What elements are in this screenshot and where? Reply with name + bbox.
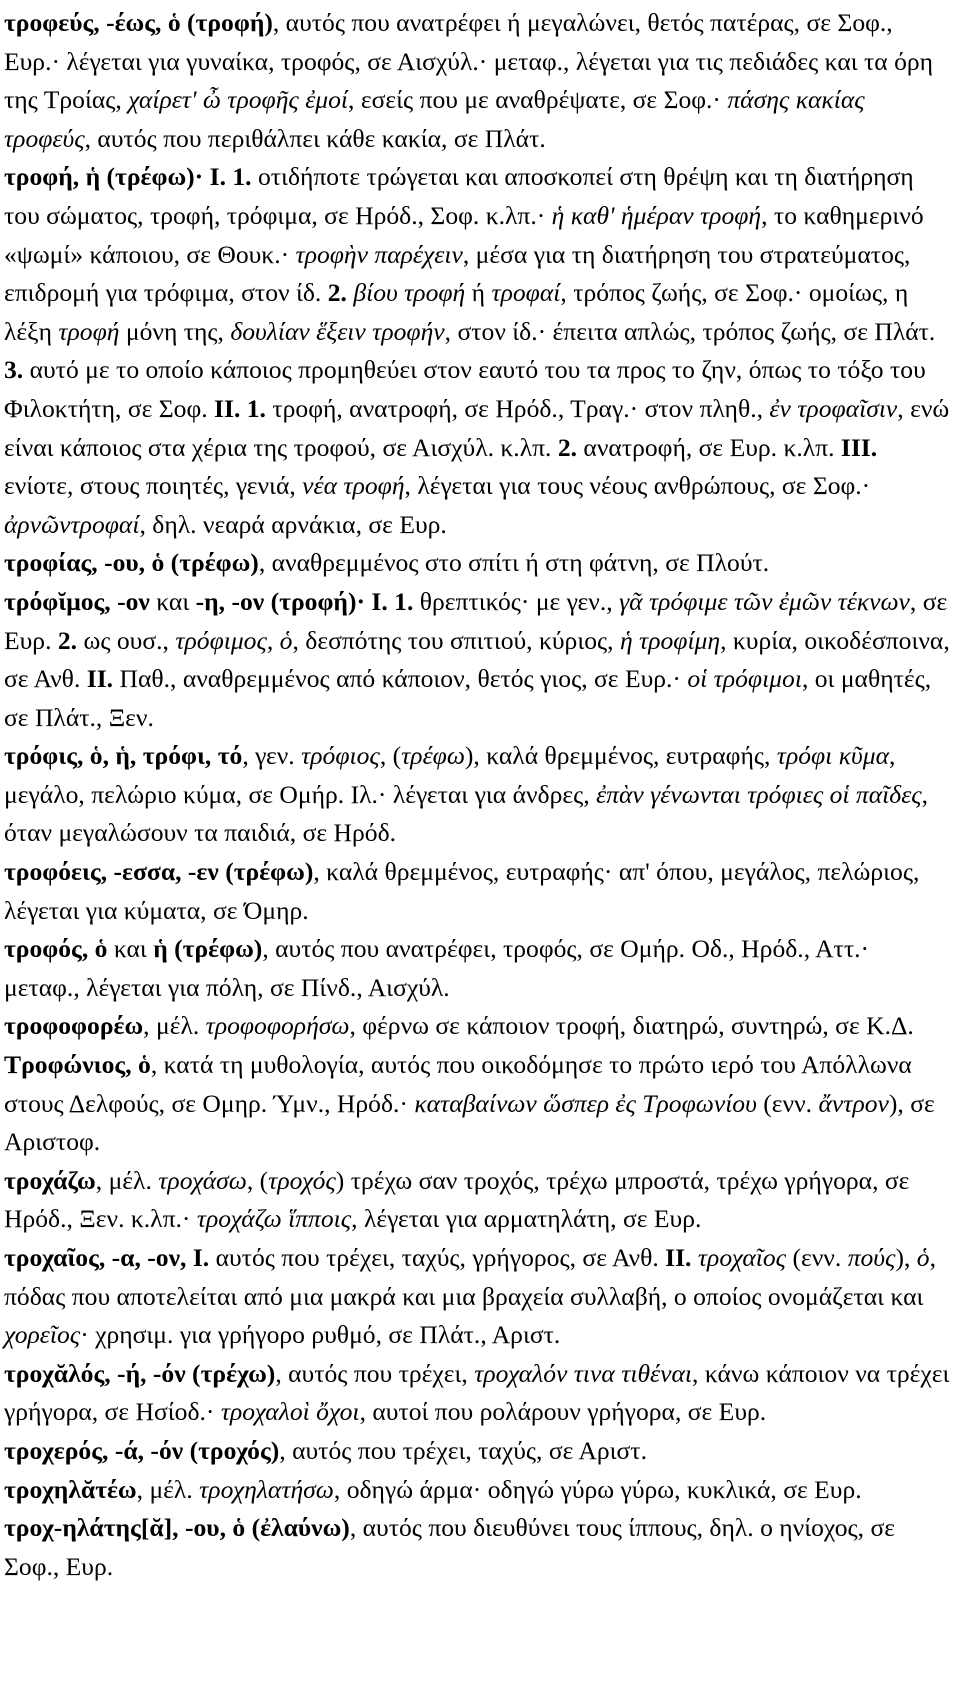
dictionary-entry	[4, 583, 950, 737]
definition-text: ως ουσ.,	[77, 625, 176, 655]
definition-text: , μεγάλο, πελώριο κύμα, σε Ομήρ. Ιλ.· λέγεται για άνδρες,	[4, 741, 896, 809]
definition-text: μόνη της,	[119, 316, 231, 346]
entry-list	[4, 4, 950, 1586]
dictionary-entry	[4, 544, 950, 583]
definition-text: , καλά θρεμμένος, ευτραφής· απ' όπου, μεγάλος, πελώριος, λέγεται για κύματα, σε Όμηρ.	[4, 857, 920, 925]
definition-text: , (	[379, 741, 402, 771]
greek-quotation: τροφή	[58, 316, 120, 346]
definition-text: , μέλ.	[136, 1474, 200, 1504]
headword: τροφεύς, -έως, ὁ (τροφή)	[4, 8, 273, 37]
definition-text: Παθ., αναθρεμμένος από κάποιον, θετός γιος, σε Ευρ.·	[113, 664, 688, 694]
headword: τρόφῐμος, -ον	[4, 586, 150, 616]
definition-text: , κατά τη μυθολογία, αυτός που οικοδόμησε το πρώτο ιερό του Απόλλωνα στους Δελφούς, σε Ομηρ. Ύμν., Ηρόδ.·	[4, 1050, 912, 1118]
greek-quotation: ὁ	[916, 1243, 930, 1272]
greek-quotation: οἱ τρόφιμοι	[687, 664, 802, 694]
bold-marker: II. 1.	[214, 393, 266, 423]
greek-quotation: τρόφιμος, ὁ	[175, 625, 293, 655]
definition-text: , αυτός που τρέχει, ταχύς, σε Αριστ.	[279, 1435, 647, 1465]
headword: τροχερός, -ά, -όν (τροχός)	[4, 1435, 280, 1465]
dictionary-entry	[4, 1355, 950, 1432]
definition-text: , αυτός που ανατρέφει, τροφός, σε Ομήρ. Οδ., Ηρόδ., Αττ.· μεταφ., λέγεται για πόλη, σε Πίνδ., Αισχύλ.	[4, 934, 870, 1002]
definition-text: αυτός που τρέχει, ταχύς, γρήγορος, σε Ανθ.	[209, 1243, 666, 1272]
headword: τροχ-ηλάτης[ᾰ], -ου, ὁ (ἐλαύνω)	[4, 1513, 350, 1543]
definition-text: , δεσπότης του σπιτιού, κύριος,	[292, 625, 620, 655]
definition-text: , κυρία, οικοδέσποινα, σε Ανθ.	[4, 625, 950, 694]
definition-text: και	[149, 586, 196, 616]
definition-text: ),	[895, 1243, 917, 1272]
bold-marker: ἡ (τρέφω)	[153, 934, 263, 964]
greek-quotation: ἀρνῶντροφαί	[4, 509, 140, 539]
greek-quotation: ἐν τροφαῖσιν	[769, 393, 898, 423]
definition-text: , οι μαθητές, σε Πλάτ., Ξεν.	[4, 664, 932, 732]
definition-text: , εσείς που με αναθρέψατε, σε Σοφ.·	[348, 85, 728, 115]
bold-marker: II.	[86, 664, 114, 694]
dictionary-entry	[4, 1162, 950, 1239]
greek-quotation: δουλίαν ἕξειν τροφήν	[230, 316, 445, 346]
bold-marker: -η, -ον (τροφή)· I. 1.	[195, 586, 414, 616]
headword: τροφίας, -ου, ὁ (τρέφω)	[4, 548, 259, 578]
greek-quotation: ἡ τροφίμη	[619, 625, 721, 655]
bold-marker: II.	[665, 1243, 692, 1272]
definition-text: , αυτός που διευθύνει τους ίππους, δηλ. ο ηνίοχος, σε Σοφ., Ευρ.	[4, 1513, 895, 1581]
headword: τρόφις, ὁ, ἡ, τρόφι, τό	[4, 741, 243, 771]
definition-text: τροφή, ανατροφή, σε Ηρόδ., Τραγ.· στον πληθ.,	[265, 393, 770, 423]
dictionary-entry	[4, 1046, 950, 1162]
definition-text: , αυτός που περιθάλπει κάθε κακία, σε Πλάτ.	[84, 123, 546, 153]
dictionary-entry	[4, 1471, 950, 1510]
definition-text: οτιδήποτε τρώγεται και αποσκοπεί στη θρέψη και τη διατήρηση του σώματος, τροφή, τρόφιμα, σε Ηρόδ., Σοφ. κ.λπ.·	[4, 162, 914, 230]
bold-marker: 2.	[57, 625, 78, 655]
dictionary-entry	[4, 4, 950, 158]
dictionary-entry	[4, 737, 950, 853]
definition-text: (ενν.	[756, 1088, 819, 1118]
headword: τροφή, ἡ (τρέφω)· I. 1.	[4, 162, 252, 192]
definition-text: ), σε Αριστοφ.	[4, 1088, 935, 1157]
definition-text: , το καθημερινό «ψωμί» κάποιου, σε Θουκ.·	[4, 200, 924, 269]
definition-text: , φέρνω σε κάποιον τροφή, διατηρώ, συντηρώ, σε Κ.Δ.	[349, 1011, 914, 1041]
bold-marker: 2.	[327, 278, 347, 308]
definition-text: · χρησιμ. για γρήγορο ρυθμό, σε Πλάτ., Αριστ.	[80, 1320, 561, 1350]
headword: τροφόεις, -εσσα, -εν (τρέφω)	[4, 857, 314, 887]
greek-quotation: χαίρετ' ὦ τροφῆς ἐμοί	[128, 85, 349, 115]
greek-quotation: τροχαλόν τινα τιθέναι	[474, 1358, 693, 1388]
definition-text: ή	[465, 278, 492, 308]
definition-text: , δηλ. νεαρά αρνάκια, σε Ευρ.	[139, 509, 447, 539]
greek-quotation: βίου τροφή	[353, 278, 466, 308]
greek-quotation: τρόφιος	[301, 741, 380, 771]
definition-text: ) τρέχω σαν τροχός, τρέχω μπροστά, τρέχω γρήγορα, σε Ηρόδ., Ξεν. κ.λπ.·	[4, 1165, 910, 1234]
bold-marker: 3.	[4, 355, 24, 385]
greek-quotation: τροφὴν παρέχειν	[295, 239, 463, 269]
greek-quotation: τροχαῖος	[697, 1243, 787, 1272]
bold-marker: 2.	[557, 432, 578, 462]
greek-quotation: τροχάζω ἵπποις	[196, 1204, 352, 1234]
headword: τροχαῖος, -α, -ον, I.	[4, 1243, 210, 1272]
greek-quotation: πάσης κακίας τροφεύς	[4, 85, 865, 153]
greek-quotation: τρόφι κῦμα	[776, 741, 890, 771]
definition-text: αυτό με το οποίο κάποιος προμηθεύει στον εαυτό του τα προς το ζην, όπως το τόξο του Φιλοκτήτη, σε Σοφ.	[4, 355, 926, 423]
greek-quotation: τροφαί	[491, 278, 561, 308]
definition-text: , μέλ.	[143, 1011, 206, 1041]
greek-quotation: ἄντρον	[818, 1088, 889, 1118]
definition-text: , γεν.	[242, 741, 302, 771]
definition-text: , όταν μεγαλώσουν τα παιδιά, σε Ηρόδ.	[4, 779, 929, 848]
greek-quotation: τροχηλατήσω	[199, 1474, 334, 1504]
definition-text: (ενν.	[786, 1243, 848, 1272]
definition-text: , λέγεται για αρματηλάτη, σε Ευρ.	[351, 1204, 702, 1234]
definition-text: ), καλά θρεμμένος, ευτραφής,	[464, 741, 777, 771]
definition-text: , τρόπος ζωής, σε Σοφ.· ομοίως, η λέξη	[4, 278, 909, 346]
greek-quotation: γᾶ τρόφιμε τῶν ἐμῶν τέκνων	[619, 586, 910, 616]
definition-text: , αναθρεμμένος στο σπίτι ή στη φάτνη, σε Πλούτ.	[258, 548, 770, 578]
headword: Τροφώνιος, ὁ	[4, 1050, 151, 1080]
headword: τροχᾰλός, -ή, -όν (τρέχω)	[4, 1358, 276, 1388]
dictionary-entry	[4, 930, 950, 1007]
definition-text: , μέλ.	[95, 1165, 159, 1195]
greek-quotation: τροφοφορήσω	[205, 1011, 350, 1041]
greek-quotation: τροχάσω	[158, 1165, 247, 1195]
definition-text: , πόδας που αποτελείται από μια μακρά και μια βραχεία συλλαβή, ο οποίος ονομάζεται και	[4, 1243, 936, 1311]
headword: τροχάζω	[4, 1165, 96, 1195]
greek-quotation: καταβαίνων ὥσπερ ἐς Τροφωνίου	[414, 1088, 757, 1118]
definition-text: ενίοτε, στους ποιητές, γενιά,	[4, 471, 303, 501]
definition-text: , αυτός που ανατρέφει ή μεγαλώνει, θετός πατέρας, σε Σοφ., Ευρ.· λέγεται για γυναίκα, τροφός, σε Αισχύλ.· μεταφ., λέγεται για τις πεδιάδες και τα όρη της Τροίας,	[4, 8, 934, 115]
dictionary-entry	[4, 1432, 950, 1471]
dictionary-entry	[4, 158, 950, 544]
definition-text: και	[107, 934, 154, 964]
definition-text: ανατροφή, σε Ευρ. κ.λπ.	[577, 432, 841, 462]
greek-quotation: ἡ καθ' ἡμέραν τροφή	[551, 200, 762, 230]
bold-marker: III.	[840, 432, 878, 462]
greek-quotation: χορεῖος	[4, 1320, 81, 1350]
dictionary-entry	[4, 853, 950, 930]
definition-text: , (	[246, 1165, 269, 1195]
headword: τροφός, ὁ	[4, 934, 108, 964]
definition-text: , αυτοί που ρολάρουν γρήγορα, σε Ευρ.	[359, 1397, 767, 1427]
definition-text: θρεπτικός· με γεν.,	[413, 586, 620, 616]
definition-text: , λέγεται για τους νέους ανθρώπους, σε Σοφ.·	[404, 471, 871, 501]
dictionary-entry	[4, 1007, 950, 1046]
dictionary-entry	[4, 1239, 950, 1355]
greek-quotation: τρέφω	[401, 741, 465, 771]
definition-text: , στον ίδ.· έπειτα απλώς, τρόπος ζωής, σε Πλάτ.	[444, 316, 936, 346]
definition-text: , ενώ είναι κάποιος στα χέρια της τροφού, σε Αισχύλ. κ.λπ.	[4, 393, 950, 462]
greek-quotation: τροχός	[268, 1165, 336, 1195]
definition-text: , μέσα για τη διατήρηση του στρατεύματος, επιδρομή για τρόφιμα, στον ίδ.	[4, 239, 911, 308]
greek-quotation: νέα τροφή	[302, 471, 405, 501]
greek-quotation: ἐπὰν γένωνται τρόφιες οἱ παῖδες	[596, 779, 922, 809]
dictionary-entry	[4, 1509, 950, 1586]
headword: τροχηλᾰτέω	[4, 1474, 137, 1504]
greek-quotation: τροχαλοὶ ὄχοι	[220, 1397, 360, 1427]
definition-text: , σε Ευρ.	[4, 586, 948, 655]
greek-quotation: πούς	[847, 1243, 896, 1272]
definition-text: , οδηγώ άρμα· οδηγώ γύρω γύρω, κυκλικά, σε Ευρ.	[333, 1474, 862, 1504]
headword: τροφοφορέω	[4, 1011, 144, 1041]
definition-text: , κάνω κάποιον να τρέχει γρήγορα, σε Ησίοδ.·	[4, 1358, 950, 1427]
definition-text: , αυτός που τρέχει,	[275, 1358, 475, 1388]
